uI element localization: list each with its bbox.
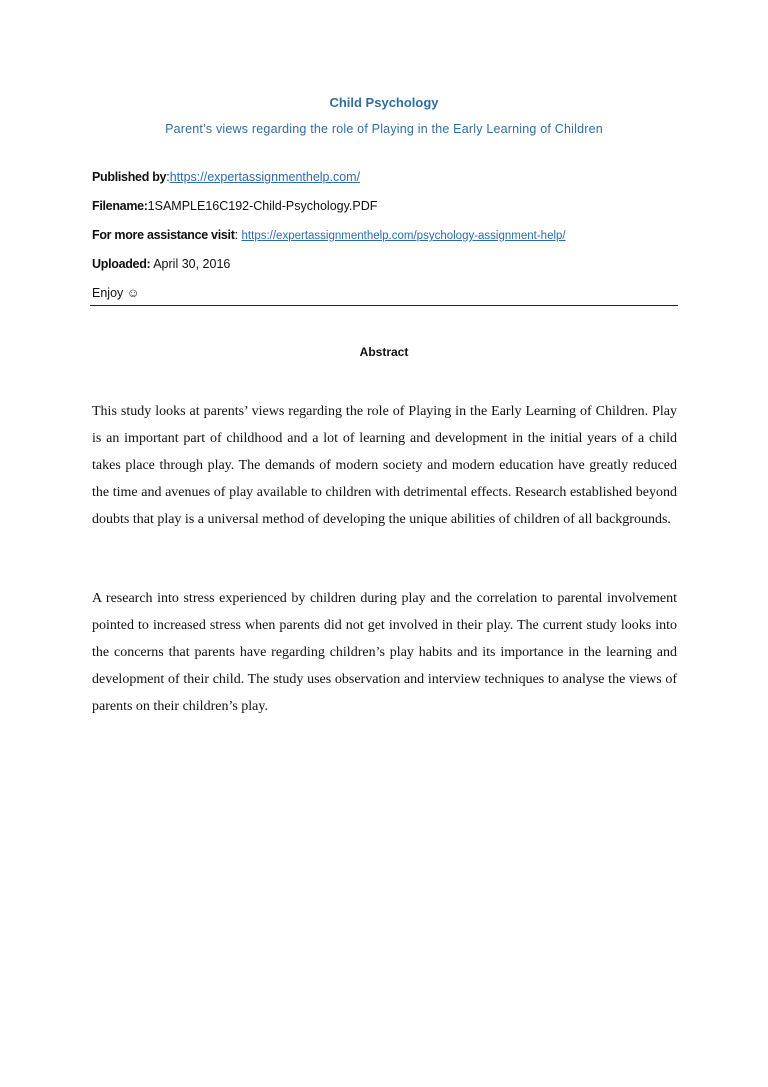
uploaded-line [92, 257, 230, 271]
abstract-paragraph-2: A research into stress experienced by children during play and the correlation to parental involvement pointed to increased stress when parents did not get involved in their play. The current study looks into the concerns that parents have regarding children’s play habits and its importance in the learning and development of their child. The study uses observation and interview techniques to analyse the views of parents on their children’s play. [92, 591, 677, 714]
uploaded-label: Uploaded: [92, 257, 151, 271]
assistance-label: For more assistance visit [92, 228, 235, 242]
enjoy-text: Enjoy ☺ [92, 286, 140, 300]
document-title: Child Psychology [329, 95, 439, 110]
filename-label: Filename: [92, 199, 148, 213]
abstract-heading: Abstract [359, 345, 409, 359]
header-divider [90, 305, 678, 306]
filename-line [92, 199, 377, 213]
document-subtitle: Parent’s views regarding the role of Playing in the Early Learning of Children [165, 122, 603, 136]
uploaded-value: April 30, 2016 [153, 257, 231, 271]
assistance-line: For more assistance visit: https://expertassignmenthelp.com/psychology-assignment-help/ [92, 228, 566, 242]
assistance-link[interactable]: https://expertassignmenthelp.com/psychology-assignment-help/ [241, 230, 566, 242]
filename-value: 1SAMPLE16C192-Child-Psychology.PDF [147, 199, 378, 213]
published-by-link[interactable]: https://expertassignmenthelp.com/ [169, 170, 361, 184]
abstract-paragraph-1: This study looks at parents’ views regarding the role of Playing in the Early Learning of Children. Play is an important part of childhood and a lot of learning and development in the initial years of a child takes place through play. The demands of modern society and modern education have greatly reduced the time and avenues of play available to children with detrimental effects. Research established beyond doubts that play is a universal method of developing the unique abilities of children of all backgrounds. [92, 404, 677, 527]
published-by-line: Published by:https://expertassignmenthelp.com/ [92, 170, 361, 184]
published-by-label: Published by [92, 170, 167, 184]
